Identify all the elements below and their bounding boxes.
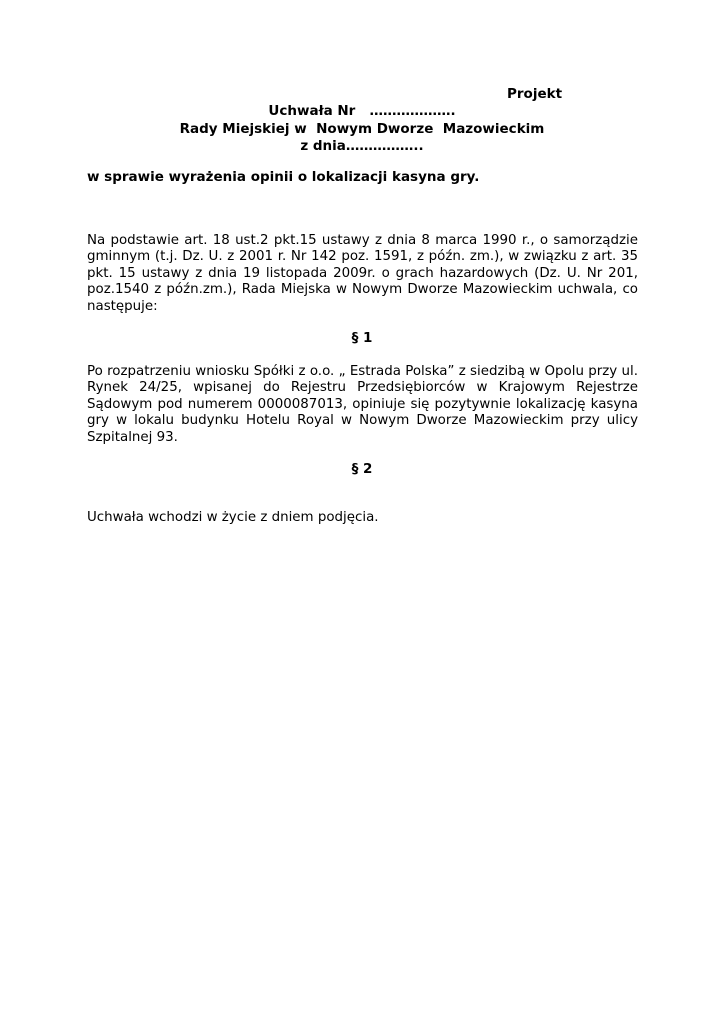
council-name: Rady Miejskiej w Nowym Dworze Mazowieckim [179,121,545,137]
section-2-heading: § 2 [351,461,373,477]
section-1-heading: § 1 [351,330,373,346]
resolution-subject: w sprawie wyrażenia opinii o lokalizacji kasyna gry. [87,169,480,185]
section-2-text: Uchwała wchodzi w życie z dniem podjęcia. [87,510,379,525]
legal-basis-paragraph: Na podstawie art. 18 ust.2 pkt.15 ustawy z dnia 8 marca 1990 r., o samorządzie gminnym (t.j. Dz. U. z 2001 r. Nr 142 poz. 1591, z późn. zm.), w związku z art. 35 pkt. 15 ustawy z dnia 19 listopada 2009r. o grach hazardowych (Dz. U. Nr 201, poz.1540 z późn.zm.), Rada Miejska w Nowym Dworze Mazowieckim uchwala, co następuje: [87,233,638,314]
resolution-number: Uchwała Nr ………………. [268,103,456,119]
section-1-text: Po rozpatrzeniu wniosku Spółki z o.o. „ Estrada Polska” z siedzibą w Opolu przy ul. Rynek 24/25, wpisanej do Rejestru Przedsiębiorców w Krajowym Rejestrze Sądowym pod numerem 0000087013, opiniuje się pozytywnie lokalizację kasyna gry w lokalu budynku Hotelu Royal w Nowym Dworze Mazowieckim przy ulicy Szpitalnej 93. [87,364,638,445]
resolution-date: z dnia…………….. [300,138,424,154]
project-label: Projekt [507,86,563,102]
